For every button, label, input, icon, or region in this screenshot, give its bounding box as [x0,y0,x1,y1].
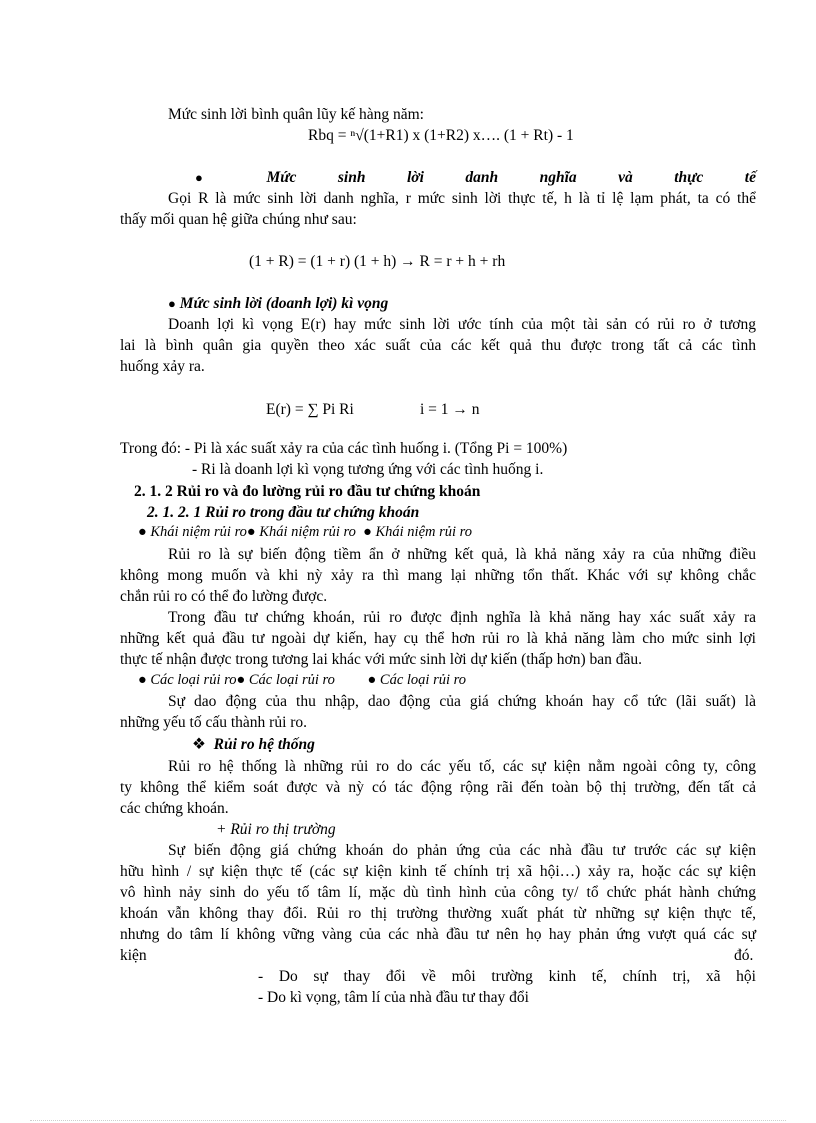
formula-nominal-real: (1 + R) = (1 + r) (1 + h) → R = r + h + rh [249,253,506,270]
paragraph-line: Gọi R là mức sinh lời danh nghĩa, r mức sinh lời thực tế, h là tỉ lệ lạm phát, ta có thể [168,190,756,207]
paragraph-line: hữu hình / sự kiện thực tế (các sự kiện kinh tế chính trị xã hội…) xảy ra, hoặc các sự kiện [120,863,756,880]
formula-index-range: i = 1 → n [420,401,480,418]
heading-nominal-real-return [195,167,756,188]
diamond-bullet-icon: ❖ [192,736,206,753]
list-item: - Do kì vọng, tâm lí của nhà đầu tư thay đổi [258,989,529,1006]
heading-word: tế [744,169,756,186]
bullet-icon: ● [195,170,203,185]
paragraph-line: Sự biến động giá chứng khoán do phản ứng của các nhà đầu tư trước các sự kiện [168,842,756,859]
paragraph-line: Doanh lợi kì vọng E(r) hay mức sinh lời ước tính của một tài sản có rủi ro ở tương [168,316,756,333]
bullet-item: ● Khái niệm rủi ro [246,524,356,540]
heading-word: lời [406,169,424,186]
paragraph-line: ty không thể kiểm soát được và nỳ có tác động rộng rãi đến toàn bộ thị trường, đến tất cả [120,779,756,796]
paragraph-line: khoán vẫn không thay đổi. Rủi ro thị trường thường xuất phát từ những sự kiện thực tế, [120,905,756,922]
section-heading: 2. 1. 2 Rủi ro và đo lường rủi ro đầu tư chứng khoán [134,483,481,500]
heading-word: nghĩa [539,169,577,186]
paragraph-line: lai là bình quân gia quyền theo xác suất của các kết quả thu được trong tất cả các tình [120,337,756,354]
heading-systematic-risk: ❖ Rủi ro hệ thống [192,736,315,753]
bullet-types-line [138,670,466,691]
paragraph-line: kiện [120,947,147,964]
bullet-concept-line [138,522,472,543]
heading-word: danh [465,169,499,186]
text-line: Mức sinh lời bình quân lũy kế hàng năm: [168,106,424,123]
page-bottom-divider [30,1120,786,1121]
paragraph-line: không mong muốn và khi nỳ xảy ra thì mang lại những tổn thất. Khác với sự không chắc [120,567,756,584]
subsection-heading: 2. 1. 2. 1 Rủi ro trong đầu tư chứng khoán [147,504,420,521]
bullet-item: ● Các loại rủi ro [236,672,335,688]
definition-line: Trong đó: - Pi là xác suất xảy ra của các tình huống i. (Tổng Pi = 100%) [120,440,568,457]
paragraph-line: Sự dao động của thu nhập, dao động của giá chứng khoán hay cổ tức (lãi suất) là [168,693,756,710]
list-item: - Do sự thay đổi về môi trường kinh tế, chính trị, xã hội [258,968,756,985]
paragraph-line: chắn rủi ro có thể đo lường được. [120,588,328,605]
definition-line: - Ri là doanh lợi kì vọng tương ứng với các tình huống i. [192,461,544,478]
heading-word: Mức [266,169,297,186]
paragraph-line: nhưng do tâm lí không vững vàng của các nhà đầu tư nên họ hay phản ứng vượt quá các sự [120,926,756,943]
paragraph-line: vô hình nảy sinh do yếu tố tâm lí, mặc dù tình hình của công ty/ tổ chức phát hành chứng [120,884,756,901]
paragraph-line: Trong đầu tư chứng khoán, rủi ro được định nghĩa là khả năng hay xác suất xảy ra [168,609,756,626]
paragraph-line: Rủi ro hệ thống là những rủi ro do các yếu tố, các sự kiện nằm ngoài công ty, công [168,758,756,775]
formula-expected-return: E(r) = ∑ Pi Ri [266,401,354,418]
heading-word: sinh [337,169,366,186]
bullet-icon: ● [168,296,176,311]
paragraph-line: các chứng khoán. [120,800,229,817]
paragraph-line: thực tế nhận được trong tương lai khác với mức sinh lời dự kiến (thấp hơn) ban đầu. [120,651,643,668]
bullet-item: ● Các loại rủi ro [367,672,466,688]
paragraph-line: huống xảy ra. [120,358,205,375]
bullet-item: ● Các loại rủi ro [138,672,237,688]
paragraph-line: Rủi ro là sự biến động tiềm ẩn ở những kết quả, là khả năng xảy ra của những điều [168,546,756,563]
paragraph-line: những yếu tố cấu thành rủi ro. [120,714,308,731]
paragraph-line: thấy mối quan hệ giữa chúng như sau: [120,211,357,228]
paragraph-line: những kết quả đầu tư ngoài dự kiến, hay cụ thể hơn rủi ro là khả năng làm cho mức sinh lợi [120,630,756,647]
heading-expected-return: ● Mức sinh lời (doanh lợi) kì vọng [168,295,389,312]
bullet-item: ● Khái niệm rủi ro [138,524,247,540]
heading-word: và [618,169,633,186]
heading-word: thực [674,169,704,186]
paragraph-line: đó. [734,947,754,964]
bullet-item: ● Khái niệm rủi ro [363,524,473,540]
formula-rbq: Rbq = ⁿ√(1+R1) x (1+R2) x…. (1 + Rt) - 1 [308,127,574,144]
heading-market-risk: + Rủi ro thị trường [216,821,336,838]
